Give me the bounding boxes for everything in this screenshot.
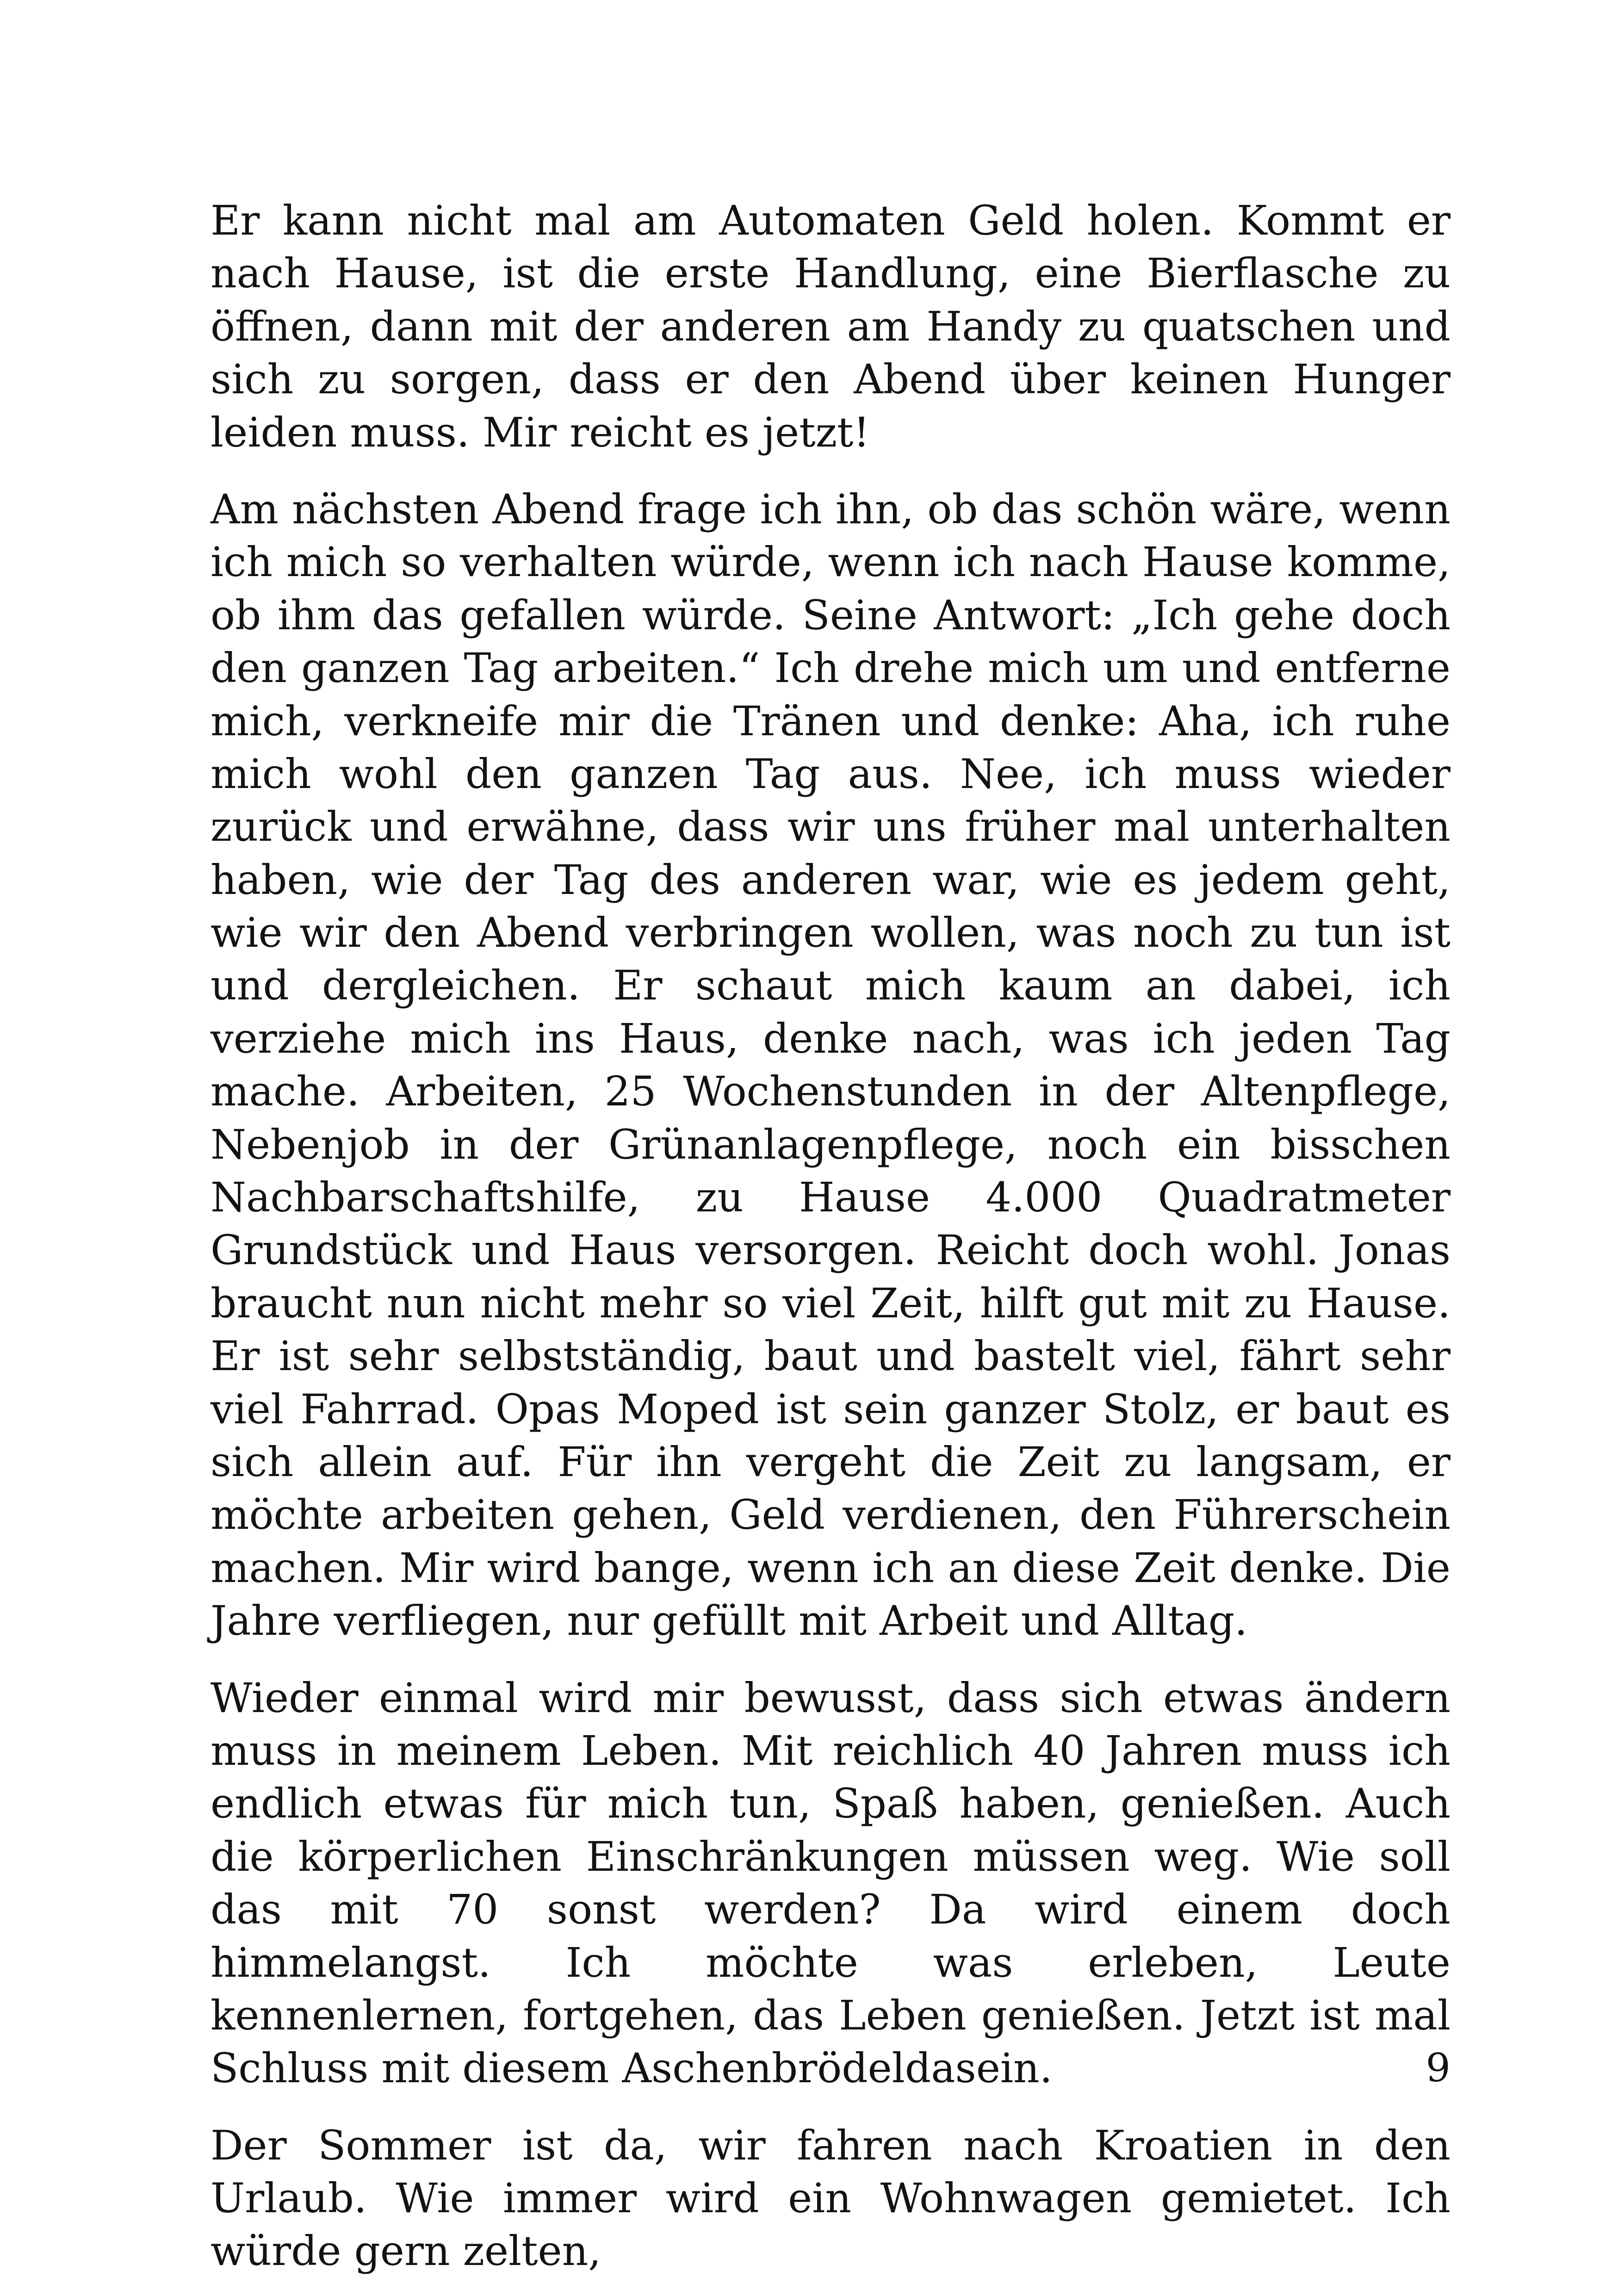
paragraph-3: Wieder einmal wird mir bewusst, dass sich etwas ändern muss in meinem Leben. Mit reichlich 40 Jahren muss ich endlich etwas für mich tun, Spaß haben, genießen. Auch die körperlichen Einschränkungen müssen weg. Wie soll das mit 70 sonst werden? Da wird einem doch himmelangst. Ich möchte was erleben, Leute kennenlernen, fortgehen, das Leben genießen. Jetzt ist mal Schluss mit diesem Aschenbrödeldasein. xyxy=(211,1674,1451,2092)
paragraph-1: Er kann nicht mal am Automaten Geld holen. Kommt er nach Hause, ist die erste Handlung, eine Bierflasche zu öffnen, dann mit der anderen am Handy zu quatschen und sich zu sorgen, dass er den Abend über keinen Hunger leiden muss. Mir reicht es jetzt! xyxy=(211,197,1451,456)
paragraph-2: Am nächsten Abend frage ich ihn, ob das schön wäre, wenn ich mich so verhalten würde, wenn ich nach Hause komme, ob ihm das gefallen würde. Seine Antwort: „Ich gehe doch den ganzen Tag arbeiten.“ Ich drehe mich um und entferne mich, verkneife mir die Tränen und denke: Aha, ich ruhe mich wohl den ganzen Tag aus. Nee, ich muss wieder zurück und erwähne, dass wir uns früher mal unterhalten haben, wie der Tag des anderen war, wie es jedem geht, wie wir den Abend verbringen wollen, was noch zu tun ist und dergleichen. Er schaut mich kaum an dabei, ich verziehe mich ins Haus, denke nach, was ich jeden Tag mache. Arbeiten, 25 Wochenstunden in der Altenpflege, Nebenjob in der Grünanlagenpflege, noch ein bisschen Nachbarschaftshilfe, zu Hause 4.000 Quadratmeter Grundstück und Haus versorgen. Reicht doch wohl. Jonas braucht nun nicht mehr so viel Zeit, hilft gut mit zu Hause. Er ist sehr selbstständig, baut und bastelt viel, fährt sehr viel Fahrrad. Opas Moped ist sein ganzer Stolz, er baut es sich allein auf. Für ihn vergeht die Zeit zu langsam, er möchte arbeiten gehen, Geld verdienen, den Führerschein machen. Mir wird bange, wenn ich an diese Zeit denke. Die Jahre verfliegen, nur gefüllt mit Arbeit und Alltag. xyxy=(211,485,1451,1645)
paragraph-4: Der Sommer ist da, wir fahren nach Kroatien in den Urlaub. Wie immer wird ein Wohnwagen gemietet. Ich würde gern zelten, xyxy=(211,2121,1451,2275)
page-number: 9 xyxy=(1426,2045,1451,2091)
page-text-block xyxy=(211,194,1451,2278)
